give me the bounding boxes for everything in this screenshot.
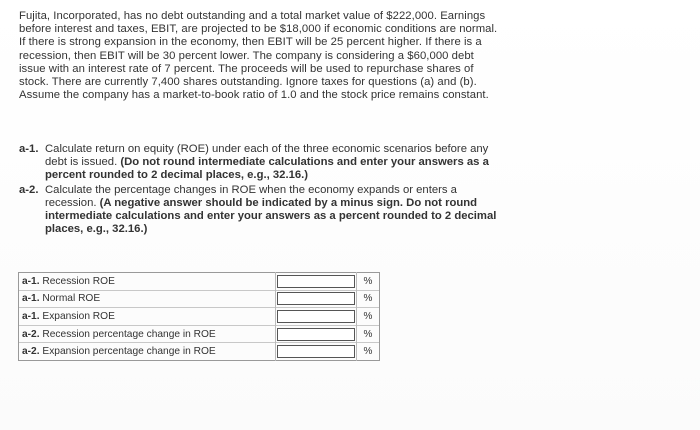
recession-roe-input[interactable] xyxy=(277,275,355,288)
row-prefix: a-2. xyxy=(22,346,40,358)
question-list xyxy=(19,143,503,237)
input-cell xyxy=(276,325,357,343)
row-prefix: a-1. xyxy=(22,275,40,287)
row-label xyxy=(19,308,276,326)
question-text: Calculate the percentage changes in ROE when the economy expands or enters a recession. xyxy=(45,183,457,209)
row-label-text: Expansion ROE xyxy=(42,310,115,322)
question-a1 xyxy=(19,143,503,183)
row-label xyxy=(19,273,276,291)
table-row xyxy=(19,273,380,291)
percent-unit: % xyxy=(357,308,380,326)
row-label-text: Recession percentage change in ROE xyxy=(42,328,216,340)
input-cell xyxy=(276,273,357,291)
percent-unit: % xyxy=(357,343,380,361)
input-cell xyxy=(276,343,357,361)
table-row xyxy=(19,325,380,343)
row-label-text: Expansion percentage change in ROE xyxy=(42,346,216,358)
input-cell xyxy=(276,308,357,326)
percent-unit: % xyxy=(357,290,380,308)
table-row xyxy=(19,343,380,361)
question-text: Calculate return on equity (ROE) under each of the three economic scenarios before any debt is issued. xyxy=(45,143,489,169)
row-label xyxy=(19,290,276,308)
row-label xyxy=(19,325,276,343)
question-instruction: (Do not round intermediate calculations and enter your answers as a percent rounded to 2 decimal places, e.g., 32.16.) xyxy=(45,156,489,182)
answer-table xyxy=(18,272,380,361)
expansion-roe-input[interactable] xyxy=(277,310,355,323)
problem-statement: Fujita, Incorporated, has no debt outstanding and a total market value of $222,000. Earnings before interest and taxes, EBIT, are projected to be $18,000 if economic conditions are normal. If there is strong expansion in the economy, then EBIT will be 25 percent higher. If there is a recession, then EBIT will be 30 percent lower. The company is considering a $60,000 debt issue with an interest rate of 7 percent. The proceeds will be used to repurchase shares of stock. There are currently 7,400 shares outstanding. Ignore taxes for questions (a) and (b). Assume the company has a market-to-book ratio of 1.0 and the stock price remains constant. xyxy=(19,10,498,102)
row-prefix: a-2. xyxy=(22,328,40,340)
question-a2 xyxy=(19,184,503,237)
row-label xyxy=(19,343,276,361)
row-prefix: a-1. xyxy=(22,310,40,322)
percent-unit: % xyxy=(357,325,380,343)
recession-change-input[interactable] xyxy=(277,328,355,341)
row-label-text: Normal ROE xyxy=(42,293,101,305)
table-row xyxy=(19,290,380,308)
expansion-change-input[interactable] xyxy=(277,345,355,358)
table-row xyxy=(19,308,380,326)
question-instruction: (A negative answer should be indicated by a minus sign. Do not round intermediate calculations and enter your answers as a percent rounded to 2 decimal places, e.g., 32.16.) xyxy=(45,196,497,236)
question-label: a-2. xyxy=(19,183,39,196)
normal-roe-input[interactable] xyxy=(277,292,355,305)
question-label: a-1. xyxy=(19,143,39,155)
percent-unit: % xyxy=(357,273,380,291)
row-prefix: a-1. xyxy=(22,293,40,305)
input-cell xyxy=(276,290,357,308)
row-label-text: Recession ROE xyxy=(42,275,115,287)
